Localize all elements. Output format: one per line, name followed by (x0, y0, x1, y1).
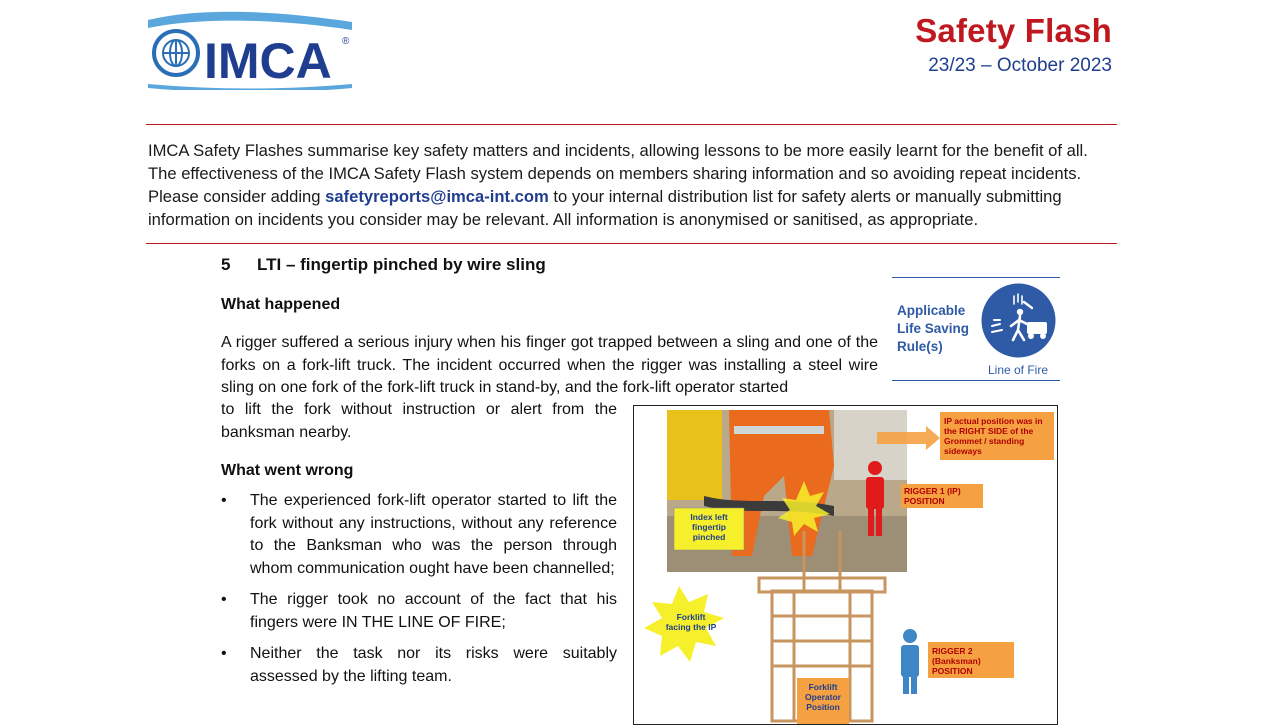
intro-text-end: to your internal distribution list for safety alerts or manually submitting information on incidents you consider may be relevant. All information is anonymised or sanitised, as appropriate. (148, 187, 1062, 229)
line-of-fire-icon (980, 282, 1057, 359)
life-saving-rule-caption: Line of Fire (987, 363, 1049, 377)
list-item: • The rigger took no account of the fact that his fingers were IN THE LINE OF FIRE; (221, 591, 617, 631)
bullet-icon: • (221, 591, 227, 608)
issue-number: 23/23 – October 2023 (928, 55, 1112, 76)
what-happened-heading: What happened (221, 296, 341, 313)
section-title: LTI – fingertip pinched by wire sling (257, 255, 546, 274)
section-heading (221, 255, 546, 275)
what-went-wrong-list (221, 490, 617, 697)
life-saving-rule-box (892, 277, 1060, 381)
index-fingertip-label: Index left fingertip pinched (690, 512, 728, 542)
list-item: • Neither the task nor its risks were suitably assessed by the lifting team. (221, 645, 617, 685)
what-happened-text-wide: A rigger suffered a serious injury when his finger got trapped between a sling and one of the forks on a fork-lift truck. The incident occurred when the rigger was installing a steel wire sling on one fork of the fork-lift truck in stand-by, and the fork-lift operator started (221, 334, 878, 396)
intro-paragraph (148, 139, 1120, 231)
list-item: • The experienced fork-lift operator started to lift the fork without any instructions, without any reference to the Banksman who was the person through whom communication ought have been channelled; (221, 492, 617, 577)
what-happened-text-narrow: to lift the fork without instruction or alert from the banksman nearby. (221, 401, 617, 441)
section-number: 5 (221, 255, 231, 274)
logo-text: IMCA (204, 33, 332, 89)
bullet-icon: • (221, 492, 227, 509)
incident-figure (633, 405, 1058, 725)
document-title: Safety Flash (915, 12, 1112, 49)
intro-text-start: IMCA Safety Flashes summarise key safety matters and incidents, allowing lessons to be more easily learnt for the benefit of all. The effectiveness of the IMCA Safety Flash system depends on members sharing information and so avoiding repeat incidents. Please consider adding (148, 141, 1088, 206)
logo-registered-mark: ® (342, 36, 350, 47)
rigger2-position-label: RIGGER 2 (Banksman) POSITION (932, 646, 981, 676)
top-divider (146, 124, 1117, 125)
forklift-operator-label: Forklift Operator Position (805, 682, 841, 712)
intro-divider (146, 243, 1117, 244)
ip-position-label: IP actual position was in the RIGHT SIDE of the Grommet / standing sideways (944, 416, 1043, 456)
bullet-icon: • (221, 645, 227, 662)
forklift-facing-label: Forklift facing the IP (665, 612, 717, 632)
what-went-wrong-heading: What went wrong (221, 462, 354, 479)
life-saving-rule-label: Applicable Life Saving Rule(s) (897, 303, 970, 354)
safety-reports-email-link[interactable]: safetyreports@imca-int.com (325, 187, 549, 206)
imca-logo-graphic (146, 8, 356, 90)
imca-logo (146, 8, 356, 90)
rigger1-position-label: RIGGER 1 (IP) POSITION (904, 486, 961, 506)
